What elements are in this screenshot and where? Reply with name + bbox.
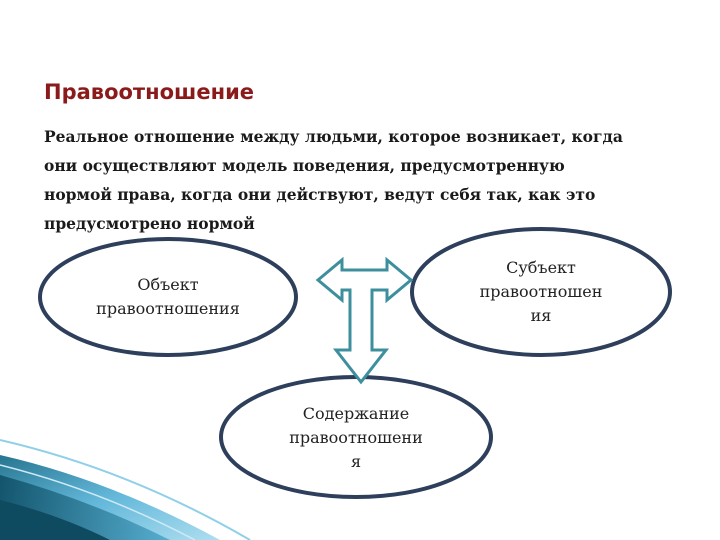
definition-line: Реальное отношение между людьми, которое возникает, когда (44, 127, 623, 146)
subject-label (441, 256, 641, 328)
object-label (68, 273, 268, 321)
definition-line: нормой права, когда они действуют, ведут себя так, как это (44, 185, 596, 204)
subject-label-line: Субъект (506, 258, 576, 277)
definition-text (44, 122, 694, 238)
content-label-line: правоотношени (289, 428, 423, 447)
page-title: Правоотношение (44, 80, 255, 104)
object-label-line: правоотношения (96, 299, 240, 318)
definition-line: они осуществляют модель поведения, предусмотренную (44, 156, 565, 175)
content-label-line: Содержание (302, 404, 410, 423)
definition-line: предусмотрено нормой (44, 214, 255, 233)
subject-label-line: правоотношен (479, 282, 603, 301)
corner-wave-decoration (0, 440, 250, 540)
t-arrow-shape (318, 260, 411, 382)
object-label-line: Объект (137, 275, 199, 294)
content-label (256, 402, 456, 474)
content-label-line: я (350, 452, 362, 471)
subject-label-line: ия (530, 306, 552, 325)
